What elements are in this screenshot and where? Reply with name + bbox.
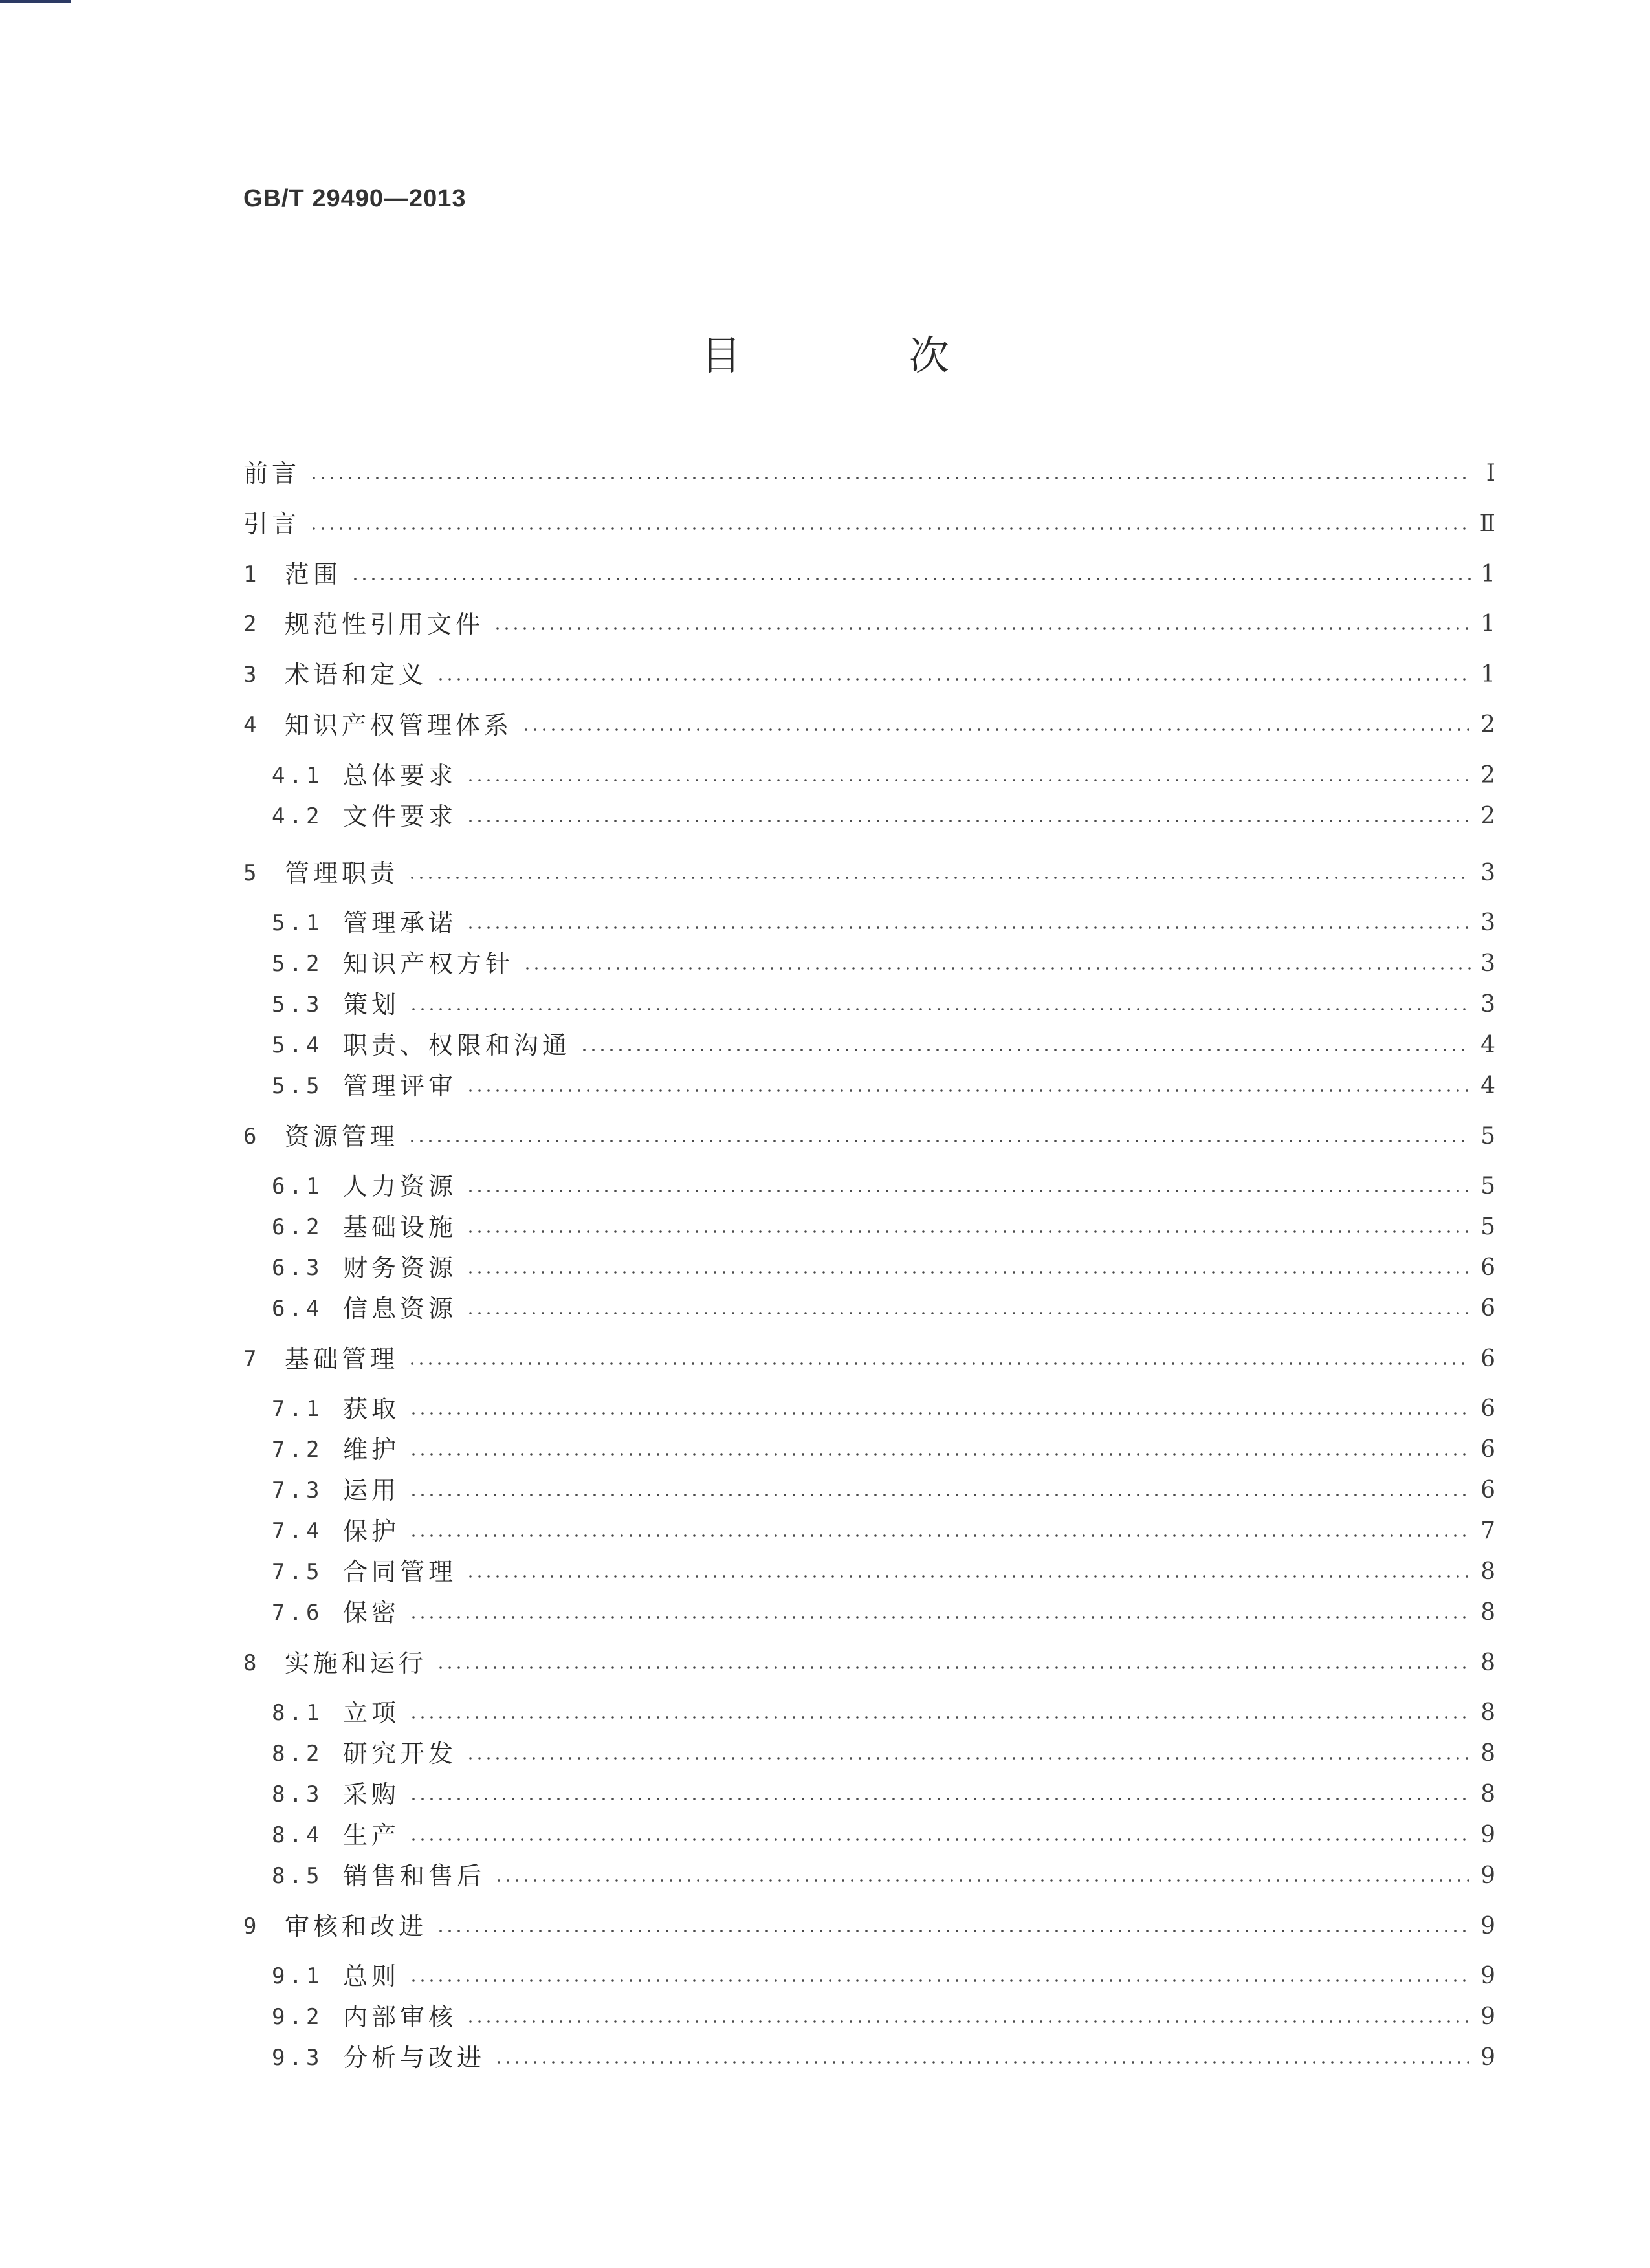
toc-entry[interactable]: [243, 556, 1495, 593]
toc-dot-leader: [466, 1089, 1471, 1092]
toc-entry-label: 知识产权方针: [343, 950, 514, 978]
toc-entry-page: 6: [1480, 1295, 1495, 1322]
toc-entry-number: 8.5: [272, 1863, 324, 1889]
toc-entry-page: Ⅱ: [1479, 510, 1495, 537]
toc-entry-page: 3: [1480, 910, 1495, 936]
toc-entry-page: 6: [1480, 1346, 1495, 1372]
toc-entry-label: 知识产权管理体系: [285, 711, 513, 739]
toc-entry-number: 6.3: [272, 1255, 324, 1281]
toc-entry-number: 8.3: [272, 1782, 324, 1807]
toc-entry-number: 8.2: [272, 1741, 324, 1767]
toc-entry-number: 7.4: [272, 1518, 324, 1544]
toc-entry-page: 2: [1480, 712, 1495, 738]
toc-entry-number: 5.3: [272, 992, 324, 1018]
toc-entry-page: 9: [1480, 1963, 1495, 1989]
toc-entry-page: 9: [1480, 1862, 1495, 1889]
toc-entry-number: 4: [243, 712, 257, 738]
toc-entry-label: 策划: [343, 990, 401, 1019]
toc-entry-label: 文件要求: [343, 802, 457, 831]
toc-entry[interactable]: [243, 606, 1495, 642]
toc-entry[interactable]: [243, 1341, 1495, 1377]
toc-entry[interactable]: [272, 1858, 1495, 1894]
toc-entry[interactable]: [243, 1118, 1495, 1155]
toc-entry-label: 研究开发: [343, 1739, 457, 1768]
toc-entry[interactable]: [243, 657, 1495, 693]
toc-entry-page: 8: [1480, 1740, 1495, 1767]
toc-entry-number: 5.2: [272, 951, 324, 977]
toc-entry-page: 5: [1480, 1123, 1495, 1150]
toc-dot-leader: [409, 1838, 1471, 1841]
toc-dot-leader: [493, 627, 1471, 630]
toc-entry-page: 1: [1480, 611, 1495, 637]
toc-dot-leader: [309, 477, 1471, 479]
toc-entry-page: 1: [1480, 661, 1495, 688]
toc-entry-page: 5: [1480, 1214, 1495, 1240]
toc-dot-leader: [466, 1230, 1471, 1233]
toc-entry-number: 5: [243, 860, 257, 886]
toc-entry-number: 5.1: [272, 910, 324, 936]
scan-corner-mark: [0, 0, 71, 3]
toc-entry-label: 获取: [343, 1395, 401, 1423]
toc-entry-number: 7.1: [272, 1396, 324, 1422]
toc-dot-leader: [309, 527, 1471, 530]
toc-entry-number: 2: [243, 611, 257, 637]
toc-entry[interactable]: [272, 1068, 1495, 1104]
toc-dot-leader: [494, 2061, 1471, 2064]
toc-dot-leader: [466, 1312, 1471, 1314]
toc-entry-number: 7: [243, 1346, 257, 1372]
toc-entry[interactable]: [272, 1958, 1495, 1994]
toc-entry[interactable]: [243, 455, 1495, 492]
toc-entry-page: 2: [1480, 803, 1495, 829]
toc-entry-label: 财务资源: [343, 1254, 457, 1282]
toc-entry-label: 管理评审: [343, 1072, 457, 1100]
toc-entry-label: 内部审核: [343, 2003, 457, 2031]
toc-entry-number: 5.4: [272, 1032, 324, 1058]
toc-entry-label: 分析与改进: [343, 2044, 486, 2072]
toc-entry-page: 2: [1480, 762, 1495, 789]
toc-entry[interactable]: [272, 2040, 1495, 2076]
toc-entry[interactable]: [272, 1776, 1495, 1813]
toc-entry[interactable]: [272, 1513, 1495, 1549]
toc-dot-leader: [408, 1140, 1471, 1142]
toc-entry-label: 引言: [243, 510, 301, 538]
toc-entry-page: 7: [1480, 1518, 1495, 1544]
toc-entry-number: 9.1: [272, 1963, 324, 1989]
toc-entry-number: 5.5: [272, 1073, 324, 1099]
toc-entry-label: 人力资源: [343, 1172, 457, 1201]
toc-entry-label: 前言: [243, 459, 301, 488]
toc-entry-label: 维护: [343, 1435, 401, 1464]
toc-entry-page: 8: [1480, 1599, 1495, 1626]
toc-entry-page: 8: [1480, 1558, 1495, 1585]
toc-entry[interactable]: [243, 1645, 1495, 1681]
toc-entry[interactable]: [272, 1168, 1495, 1205]
toc-entry-page: 8: [1480, 1781, 1495, 1807]
toc-dot-leader: [436, 678, 1471, 681]
toc-dot-leader: [436, 1666, 1471, 1669]
toc-entry-page: 6: [1480, 1254, 1495, 1281]
toc-entry[interactable]: [272, 1250, 1495, 1286]
toc-entry-label: 保护: [343, 1517, 401, 1545]
toc-entry-number: 9.2: [272, 2004, 324, 2030]
toc-entry-page: 8: [1480, 1650, 1495, 1676]
toc-entry-page: 8: [1480, 1699, 1495, 1726]
toc-entry-label: 生产: [343, 1821, 401, 1849]
toc-dot-leader: [523, 967, 1471, 970]
toc-entry-page: 6: [1480, 1477, 1495, 1503]
toc-dot-leader: [409, 1453, 1471, 1456]
toc-entry[interactable]: [272, 1027, 1495, 1063]
toc-dot-leader: [409, 1412, 1471, 1415]
toc-dot-leader: [409, 1979, 1471, 1982]
toc-entry-number: 7.2: [272, 1437, 324, 1463]
document-code: GB/T 29490—2013: [243, 185, 467, 212]
toc-entry-page: 9: [1480, 1913, 1495, 1939]
toc-entry-label: 资源管理: [285, 1122, 399, 1151]
toc-entry[interactable]: [243, 1908, 1495, 1945]
toc-entry-number: 6.2: [272, 1214, 324, 1240]
toc-entry-number: 7.3: [272, 1477, 324, 1503]
toc-dot-leader: [409, 1716, 1471, 1719]
toc-dot-leader: [494, 1879, 1471, 1882]
toc-dot-leader: [409, 1534, 1471, 1537]
toc-entry-label: 销售和售后: [343, 1862, 486, 1890]
toc-entry-label: 总体要求: [343, 761, 457, 790]
toc-entry-page: 9: [1480, 2044, 1495, 2071]
toc-entry-number: 7.5: [272, 1559, 324, 1585]
toc-entry-number: 9.3: [272, 2045, 324, 2071]
toc-dot-leader: [466, 926, 1471, 929]
toc-entry-number: 6.1: [272, 1173, 324, 1199]
toc-entry-label: 基础设施: [343, 1213, 457, 1241]
toc-entry-page: 9: [1480, 2003, 1495, 2030]
toc-entry[interactable]: [272, 1472, 1495, 1509]
toc-dot-leader: [436, 1930, 1471, 1932]
toc-entry-label: 规范性引用文件: [285, 610, 485, 638]
toc-entry-number: 3: [243, 662, 257, 688]
toc-dot-leader: [466, 820, 1471, 822]
toc-entry[interactable]: [243, 506, 1495, 542]
toc-entry-number: 6.4: [272, 1296, 324, 1322]
toc-entry[interactable]: [272, 1432, 1495, 1468]
toc-dot-leader: [466, 1757, 1471, 1760]
toc-entry-page: 4: [1480, 1032, 1495, 1058]
toc-entry-label: 基础管理: [285, 1345, 399, 1373]
toc-entry-label: 合同管理: [343, 1558, 457, 1586]
toc-dot-leader: [466, 779, 1471, 781]
toc-dot-leader: [409, 1616, 1471, 1619]
toc-entry-page: 3: [1480, 991, 1495, 1018]
toc-entry-number: 8.1: [272, 1700, 324, 1726]
toc-entry[interactable]: [272, 798, 1495, 834]
toc-entry[interactable]: [272, 1595, 1495, 1631]
toc-entry-number: 4.2: [272, 803, 324, 829]
toc-entry[interactable]: [272, 946, 1495, 982]
toc-entry-label: 实施和运行: [285, 1649, 428, 1677]
toc-entry[interactable]: [272, 1391, 1495, 1427]
table-of-contents: [243, 0, 1495, 2268]
toc-entry[interactable]: [272, 1736, 1495, 1772]
toc-dot-leader: [409, 1798, 1471, 1800]
toc-entry-number: 9: [243, 1914, 257, 1939]
toc-entry-page: 3: [1480, 950, 1495, 977]
toc-entry[interactable]: [272, 905, 1495, 941]
toc-dot-leader: [522, 728, 1471, 731]
toc-entry-label: 采购: [343, 1780, 401, 1809]
toc-entry-page: 6: [1480, 1436, 1495, 1463]
toc-dot-leader: [466, 1190, 1471, 1192]
toc-entry-label: 术语和定义: [285, 660, 428, 689]
toc-entry[interactable]: [272, 1695, 1495, 1731]
toc-entry-number: 4.1: [272, 763, 324, 789]
toc-entry-page: 4: [1480, 1073, 1495, 1099]
toc-entry-label: 保密: [343, 1598, 401, 1627]
toc-entry-number: 8: [243, 1650, 257, 1676]
toc-entry[interactable]: [243, 707, 1495, 743]
toc-entry[interactable]: [272, 1209, 1495, 1245]
toc-entry[interactable]: [272, 758, 1495, 794]
toc-entry-number: 6: [243, 1124, 257, 1150]
toc-entry-label: 立项: [343, 1699, 401, 1727]
toc-entry-page: 1: [1480, 561, 1495, 587]
toc-dot-leader: [409, 1008, 1471, 1010]
toc-entry-number: 1: [243, 562, 257, 587]
toc-dot-leader: [409, 1494, 1471, 1496]
toc-entry-page: 3: [1480, 860, 1495, 886]
toc-entry-page: 5: [1480, 1173, 1495, 1199]
toc-entry-label: 职责、权限和沟通: [343, 1031, 571, 1060]
toc-entry[interactable]: [272, 987, 1495, 1023]
toc-dot-leader: [351, 578, 1471, 580]
toc-entry-number: 7.6: [272, 1600, 324, 1626]
toc-entry-label: 运用: [343, 1476, 401, 1505]
toc-dot-leader: [466, 1271, 1471, 1274]
toc-entry-label: 管理职责: [285, 859, 399, 888]
toc-entry[interactable]: [243, 855, 1495, 891]
toc-entry[interactable]: [272, 1291, 1495, 1327]
toc-dot-leader: [466, 2020, 1471, 2023]
toc-entry-label: 总则: [343, 1962, 401, 1990]
toc-dot-leader: [408, 1362, 1471, 1365]
toc-entry-page: 6: [1480, 1395, 1495, 1422]
toc-entry[interactable]: [272, 1999, 1495, 2035]
toc-entry-label: 管理承诺: [343, 909, 457, 937]
page-title: 目 次: [701, 332, 1027, 379]
toc-entry-number: 8.4: [272, 1822, 324, 1848]
toc-entry[interactable]: [272, 1817, 1495, 1853]
toc-entry-page: 9: [1480, 1822, 1495, 1848]
toc-entry-label: 信息资源: [343, 1294, 457, 1323]
toc-entry-label: 范围: [285, 560, 342, 589]
toc-entry-label: 审核和改进: [285, 1912, 428, 1941]
toc-entry-page: Ⅰ: [1486, 460, 1495, 486]
toc-dot-leader: [408, 877, 1471, 879]
toc-dot-leader: [580, 1049, 1471, 1051]
toc-entry[interactable]: [272, 1554, 1495, 1590]
toc-dot-leader: [466, 1575, 1471, 1578]
